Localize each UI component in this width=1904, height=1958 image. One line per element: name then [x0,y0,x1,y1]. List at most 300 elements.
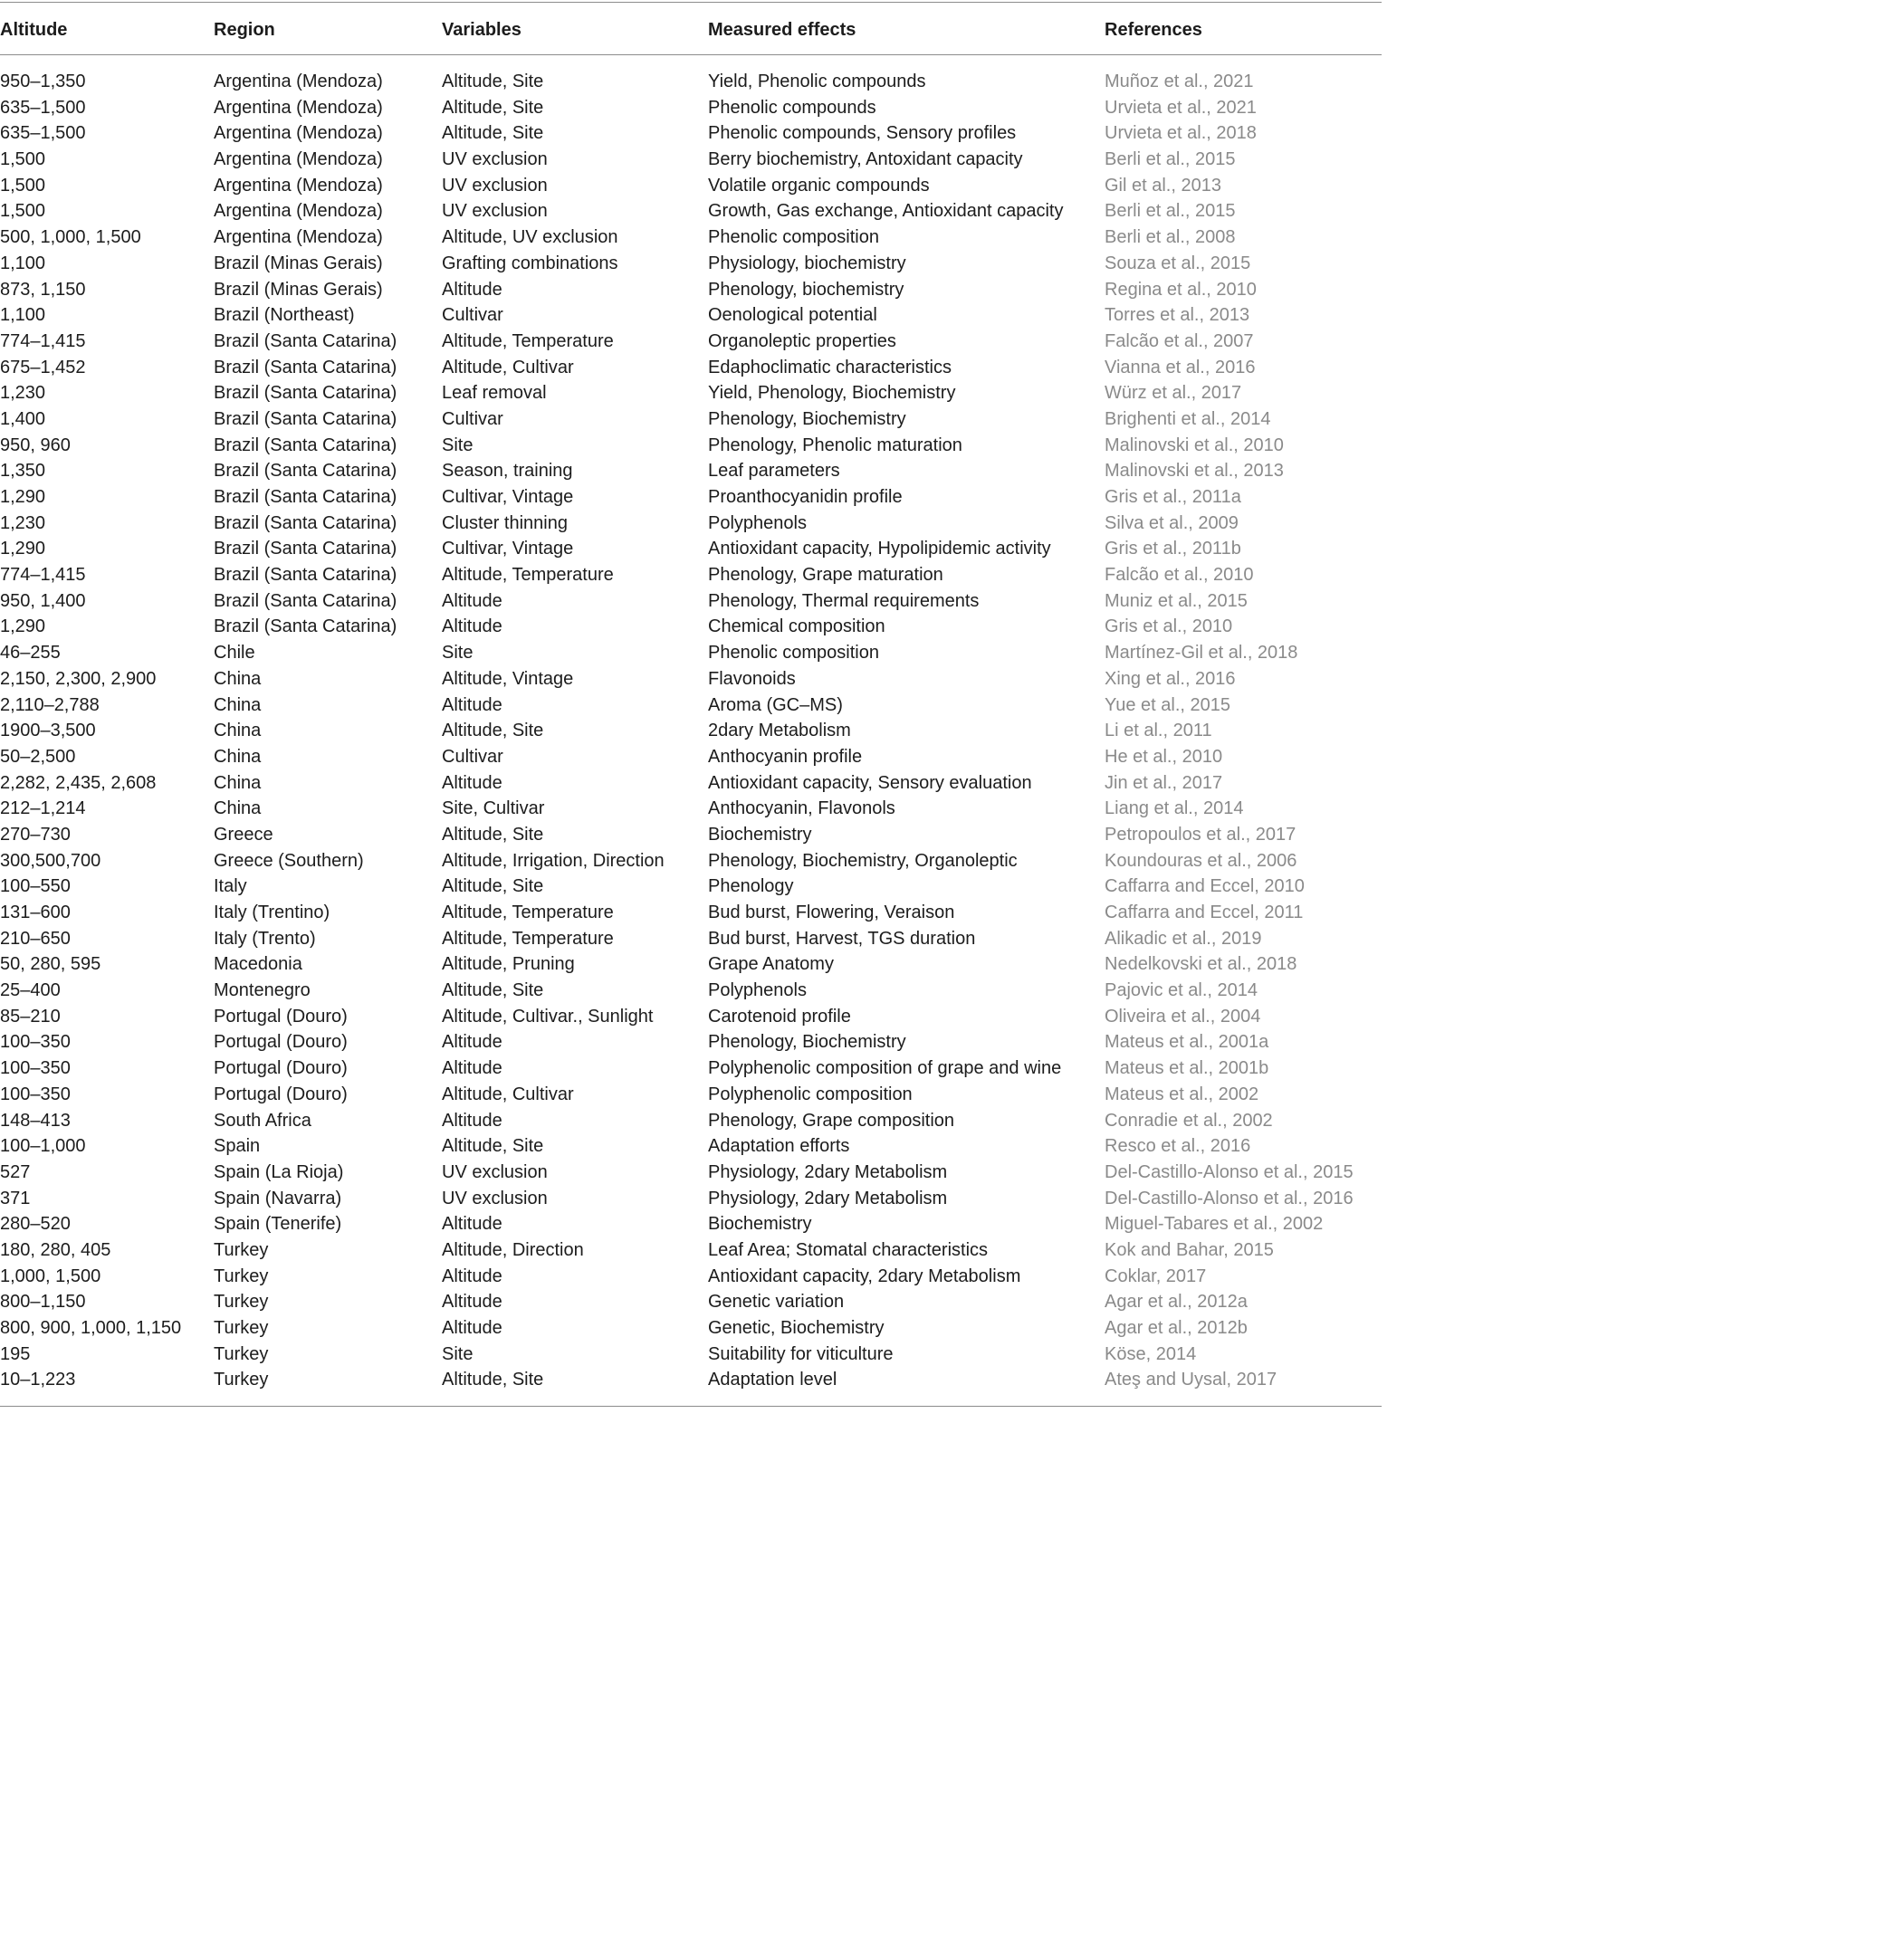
cell-altitude: 100–1,000 [0,1136,86,1157]
header-region: Region [214,20,275,40]
cell-measured-effects: Phenolic compounds [708,97,876,118]
cell-measured-effects: Antioxidant capacity, Hypolipidemic activity [708,539,1051,559]
cell-region: Brazil (Santa Catarina) [214,408,397,429]
table-row [0,926,1382,952]
cell-variables: Altitude, Site [442,1370,544,1390]
cell-variables: Altitude [442,1266,502,1286]
cell-reference: Gil et al., 2013 [1105,175,1221,196]
cell-altitude: 210–650 [0,928,71,949]
cell-region: Brazil (Santa Catarina) [214,435,397,455]
cell-region: Brazil (Santa Catarina) [214,330,397,351]
cell-measured-effects: Antioxidant capacity, 2dary Metabolism [708,1266,1021,1286]
cell-variables: Altitude [442,616,502,637]
cell-variables: Altitude, Cultivar [442,357,574,377]
table-header-row [0,15,1382,44]
cell-variables: Site [442,1343,474,1364]
cell-altitude: 1,500 [0,201,46,222]
cell-reference: Martínez-Gil et al., 2018 [1105,643,1298,664]
table-row [0,406,1382,433]
cell-reference: Muñoz et al., 2021 [1105,72,1254,91]
cell-measured-effects: Phenology, Thermal requirements [708,590,980,611]
cell-variables: Grafting combinations [442,253,618,273]
cell-region: Chile [214,643,255,664]
cell-altitude: 1,100 [0,253,46,273]
cell-altitude: 1,230 [0,383,46,404]
cell-variables: Altitude, Pruning [442,954,575,975]
cell-variables: Cultivar [442,305,503,326]
cell-altitude: 873, 1,150 [0,279,86,300]
cell-reference: Miguel-Tabares et al., 2002 [1105,1214,1324,1235]
cell-altitude: 25–400 [0,980,61,1001]
cell-reference: Xing et al., 2016 [1105,668,1236,689]
cell-altitude: 46–255 [0,643,61,664]
cell-reference: Brighenti et al., 2014 [1105,408,1271,429]
cell-variables: Season, training [442,461,573,482]
cell-region: China [214,772,262,793]
cell-variables: UV exclusion [442,201,548,222]
cell-reference: Agar et al., 2012b [1105,1318,1248,1338]
table-row [0,484,1382,511]
cell-altitude: 1,290 [0,616,46,637]
cell-variables: Altitude [442,1032,502,1053]
table-row [0,380,1382,406]
table-row [0,433,1382,459]
cell-altitude: 800–1,150 [0,1292,86,1313]
cell-variables: Site [442,435,474,455]
cell-variables: UV exclusion [442,1161,548,1182]
cell-variables: Cultivar [442,746,503,767]
cell-reference: Conradie et al., 2002 [1105,1110,1273,1131]
cell-region: Argentina (Mendoza) [214,72,383,91]
cell-altitude: 500, 1,000, 1,500 [0,227,141,248]
cell-variables: Altitude, Cultivar [442,1084,574,1104]
cell-region: China [214,721,262,741]
cell-reference: Jin et al., 2017 [1105,772,1223,793]
cell-reference: Würz et al., 2017 [1105,383,1242,404]
cell-region: Brazil (Santa Catarina) [214,383,397,404]
cell-altitude: 300,500,700 [0,850,101,871]
table-row [0,874,1382,900]
cell-altitude: 270–730 [0,824,71,845]
cell-region: Brazil (Santa Catarina) [214,565,397,586]
table-row [0,692,1382,719]
table-row [0,1264,1382,1290]
cell-reference: Gris et al., 2011b [1105,539,1241,559]
cell-altitude: 1,290 [0,539,46,559]
table-row [0,511,1382,537]
cell-reference: Mateus et al., 2002 [1105,1084,1259,1104]
cell-region: Spain (La Rioja) [214,1161,344,1182]
cell-reference: Resco et al., 2016 [1105,1136,1251,1157]
cell-altitude: 100–350 [0,1084,71,1104]
cell-reference: Souza et al., 2015 [1105,253,1251,273]
table-row [0,666,1382,692]
cell-altitude: 950–1,350 [0,72,86,91]
cell-altitude: 1,400 [0,408,46,429]
cell-measured-effects: Bud burst, Harvest, TGS duration [708,928,976,949]
cell-measured-effects: Anthocyanin profile [708,746,863,767]
cell-altitude: 2,150, 2,300, 2,900 [0,668,157,689]
cell-variables: Altitude [442,1110,502,1131]
cell-variables: Altitude [442,1292,502,1313]
table-row [0,1029,1382,1055]
cell-region: Brazil (Santa Catarina) [214,461,397,482]
cell-variables: Altitude, Site [442,876,544,897]
table-row [0,251,1382,277]
cell-altitude: 1,000, 1,500 [0,1266,101,1286]
cell-altitude: 527 [0,1161,31,1182]
table-row [0,302,1382,329]
cell-altitude: 774–1,415 [0,330,86,351]
table-row [0,458,1382,484]
cell-region: Greece [214,824,273,845]
cell-region: Greece (Southern) [214,850,364,871]
cell-reference: Berli et al., 2015 [1105,149,1236,170]
cell-altitude: 100–550 [0,876,71,897]
cell-measured-effects: Phenology, Grape maturation [708,565,943,586]
table-row [0,640,1382,666]
cell-altitude: 800, 900, 1,000, 1,150 [0,1318,182,1338]
cell-region: Turkey [214,1318,269,1338]
cell-variables: Altitude, Site [442,123,544,144]
table-bottom-rule [0,1406,1382,1407]
header-variables: Variables [442,20,521,40]
cell-altitude: 774–1,415 [0,565,86,586]
table-row [0,1186,1382,1212]
cell-variables: Cluster thinning [442,512,568,533]
cell-reference: He et al., 2010 [1105,746,1223,767]
cell-reference: Torres et al., 2013 [1105,305,1250,326]
table-row [0,1289,1382,1315]
cell-region: Brazil (Santa Catarina) [214,539,397,559]
cell-variables: Cultivar [442,408,503,429]
table-row [0,562,1382,588]
cell-altitude: 1,100 [0,305,46,326]
cell-measured-effects: Leaf Area; Stomatal characteristics [708,1239,989,1260]
cell-variables: Altitude [442,1318,502,1338]
cell-variables: UV exclusion [442,175,548,196]
cell-measured-effects: Phenolic composition [708,643,879,664]
cell-measured-effects: Leaf parameters [708,461,840,482]
cell-measured-effects: Organoleptic properties [708,330,896,351]
table-row [0,614,1382,640]
cell-variables: Altitude, Site [442,97,544,118]
cell-region: Portugal (Douro) [214,1084,348,1104]
cell-region: Brazil (Santa Catarina) [214,512,397,533]
table-row [0,277,1382,303]
cell-reference: Falcão et al., 2010 [1105,565,1254,586]
cell-variables: Altitude, Vintage [442,668,574,689]
cell-altitude: 100–350 [0,1032,71,1053]
cell-measured-effects: 2dary Metabolism [708,721,851,741]
cell-reference: Del-Castillo-Alonso et al., 2015 [1105,1161,1354,1182]
header-measured-effects: Measured effects [708,20,856,40]
cell-reference: Caffarra and Eccel, 2010 [1105,876,1305,897]
table-row [0,1315,1382,1342]
cell-reference: Ateş and Uysal, 2017 [1105,1370,1277,1390]
table-row [0,822,1382,848]
cell-altitude: 950, 960 [0,435,71,455]
cell-reference: Nedelkovski et al., 2018 [1105,954,1297,975]
table-row [0,536,1382,562]
table-row [0,1004,1382,1030]
cell-altitude: 1900–3,500 [0,721,96,741]
cell-region: Turkey [214,1370,269,1390]
cell-altitude: 1,290 [0,487,46,507]
cell-altitude: 675–1,452 [0,357,86,377]
cell-reference: Falcão et al., 2007 [1105,330,1254,351]
cell-altitude: 2,110–2,788 [0,694,100,715]
table-row [0,1055,1382,1082]
cell-altitude: 131–600 [0,903,71,922]
table-row [0,796,1382,822]
cell-variables: Altitude, Temperature [442,565,614,586]
cell-reference: Liang et al., 2014 [1105,798,1244,819]
cell-measured-effects: Edaphoclimatic characteristics [708,357,952,377]
table-row [0,1211,1382,1237]
table-row [0,588,1382,615]
table-row [0,1133,1382,1160]
cell-region: Argentina (Mendoza) [214,201,383,222]
cell-measured-effects: Polyphenols [708,980,807,1001]
cell-reference: Pajovic et al., 2014 [1105,980,1258,1001]
cell-altitude: 1,350 [0,461,46,482]
cell-measured-effects: Genetic, Biochemistry [708,1318,885,1338]
cell-reference: Li et al., 2011 [1105,721,1212,741]
cell-reference: Caffarra and Eccel, 2011 [1105,903,1304,922]
table-row [0,978,1382,1004]
cell-region: China [214,668,262,689]
cell-measured-effects: Adaptation efforts [708,1136,850,1157]
cell-altitude: 50–2,500 [0,746,76,767]
cell-measured-effects: Polyphenols [708,512,807,533]
table-row [0,848,1382,874]
cell-variables: Altitude [442,694,502,715]
table-row [0,147,1382,173]
cell-reference: Silva et al., 2009 [1105,512,1239,533]
cell-region: Montenegro [214,980,311,1001]
cell-variables: Leaf removal [442,383,547,404]
cell-region: China [214,798,262,819]
cell-altitude: 148–413 [0,1110,71,1131]
table-row [0,1082,1382,1108]
cell-reference: Muniz et al., 2015 [1105,590,1248,611]
cell-measured-effects: Adaptation level [708,1370,837,1390]
cell-reference: Mateus et al., 2001b [1105,1058,1269,1079]
table-row [0,355,1382,381]
cell-measured-effects: Polyphenolic composition of grape and wine [708,1058,1062,1079]
cell-variables: Altitude, Temperature [442,928,614,949]
cell-altitude: 1,230 [0,512,46,533]
cell-variables: Altitude [442,590,502,611]
cell-variables: Altitude, Site [442,72,544,91]
cell-measured-effects: Physiology, biochemistry [708,253,906,273]
cell-measured-effects: Suitability for viticulture [708,1343,894,1364]
table-row [0,224,1382,251]
cell-region: Italy (Trento) [214,928,316,949]
cell-region: Spain (Navarra) [214,1188,342,1208]
cell-region: Italy (Trentino) [214,903,330,922]
cell-measured-effects: Volatile organic compounds [708,175,930,196]
cell-measured-effects: Phenology, Biochemistry, Organoleptic [708,850,1018,871]
cell-variables: Cultivar, Vintage [442,487,574,507]
cell-reference: Regina et al., 2010 [1105,279,1257,300]
table-row [0,770,1382,797]
cell-region: Turkey [214,1239,269,1260]
table-row [0,718,1382,744]
cell-region: Italy [214,876,247,897]
cell-altitude: 371 [0,1188,31,1208]
cell-measured-effects: Physiology, 2dary Metabolism [708,1161,948,1182]
cell-reference: Köse, 2014 [1105,1343,1197,1364]
cell-variables: Altitude, Site [442,721,544,741]
table-body [0,69,1382,1393]
cell-reference: Alikadic et al., 2019 [1105,928,1262,949]
cell-region: Portugal (Douro) [214,1058,348,1079]
cell-region: Portugal (Douro) [214,1032,348,1053]
cell-region: South Africa [214,1110,311,1131]
cell-measured-effects: Phenology, Biochemistry [708,408,906,429]
cell-measured-effects: Yield, Phenolic compounds [708,72,926,91]
cell-variables: Altitude, Site [442,1136,544,1157]
cell-measured-effects: Chemical composition [708,616,885,637]
cell-region: Brazil (Northeast) [214,305,355,326]
cell-variables: Site, Cultivar [442,798,545,819]
table-row [0,69,1382,95]
cell-measured-effects: Anthocyanin, Flavonols [708,798,895,819]
cell-measured-effects: Flavonoids [708,668,796,689]
table-row [0,1160,1382,1186]
cell-variables: Altitude, Temperature [442,903,614,922]
cell-region: Brazil (Minas Gerais) [214,279,383,300]
cell-reference: Oliveira et al., 2004 [1105,1006,1261,1027]
cell-region: Brazil (Minas Gerais) [214,253,383,273]
cell-altitude: 280–520 [0,1214,71,1235]
cell-altitude: 85–210 [0,1006,61,1027]
cell-reference: Kok and Bahar, 2015 [1105,1239,1274,1260]
cell-measured-effects: Phenology, biochemistry [708,279,904,300]
cell-altitude: 2,282, 2,435, 2,608 [0,772,157,793]
cell-reference: Petropoulos et al., 2017 [1105,824,1296,845]
cell-variables: Altitude, UV exclusion [442,227,618,248]
cell-region: China [214,746,262,767]
cell-altitude: 1,500 [0,149,46,170]
cell-variables: Site [442,643,474,664]
cell-reference: Del-Castillo-Alonso et al., 2016 [1105,1188,1354,1208]
cell-reference: Agar et al., 2012a [1105,1292,1248,1313]
cell-variables: Altitude [442,1214,502,1235]
cell-region: China [214,694,262,715]
cell-region: Brazil (Santa Catarina) [214,487,397,507]
cell-altitude: 1,500 [0,175,46,196]
header-altitude: Altitude [0,20,68,40]
cell-measured-effects: Phenolic compounds, Sensory profiles [708,123,1017,144]
cell-measured-effects: Phenolic composition [708,227,879,248]
cell-region: Argentina (Mendoza) [214,97,383,118]
cell-reference: Malinovski et al., 2010 [1105,435,1284,455]
cell-region: Argentina (Mendoza) [214,123,383,144]
cell-reference: Gris et al., 2011a [1105,487,1241,507]
cell-reference: Yue et al., 2015 [1105,694,1231,715]
table-row [0,120,1382,147]
cell-variables: Altitude, Temperature [442,330,614,351]
cell-altitude: 950, 1,400 [0,590,86,611]
table-header-rule [0,54,1382,55]
cell-region: Spain [214,1136,261,1157]
cell-measured-effects: Proanthocyanidin profile [708,487,903,507]
cell-region: Spain (Tenerife) [214,1214,342,1235]
cell-variables: Altitude, Cultivar., Sunlight [442,1006,654,1027]
cell-variables: Altitude, Irrigation, Direction [442,850,665,871]
cell-altitude: 635–1,500 [0,123,86,144]
cell-altitude: 50, 280, 595 [0,954,101,975]
cell-region: Brazil (Santa Catarina) [214,357,397,377]
cell-variables: Altitude, Site [442,980,544,1001]
cell-variables: Altitude, Direction [442,1239,584,1260]
cell-measured-effects: Phenology [708,876,794,897]
cell-variables: UV exclusion [442,149,548,170]
cell-region: Argentina (Mendoza) [214,149,383,170]
cell-region: Portugal (Douro) [214,1006,348,1027]
cell-altitude: 10–1,223 [0,1370,76,1390]
cell-reference: Gris et al., 2010 [1105,616,1233,637]
header-references: References [1105,20,1202,40]
cell-variables: Altitude, Site [442,824,544,845]
cell-region: Argentina (Mendoza) [214,175,383,196]
cell-reference: Malinovski et al., 2013 [1105,461,1284,482]
table-row [0,744,1382,770]
cell-altitude: 635–1,500 [0,97,86,118]
cell-region: Argentina (Mendoza) [214,227,383,248]
cell-reference: Mateus et al., 2001a [1105,1032,1269,1053]
cell-variables: Altitude [442,279,502,300]
cell-measured-effects: Bud burst, Flowering, Veraison [708,903,955,922]
cell-measured-effects: Phenology, Grape composition [708,1110,955,1131]
cell-measured-effects: Aroma (GC–MS) [708,694,843,715]
cell-region: Turkey [214,1266,269,1286]
cell-variables: Altitude [442,772,502,793]
table-row [0,198,1382,224]
cell-altitude: 100–350 [0,1058,71,1079]
cell-altitude: 180, 280, 405 [0,1239,111,1260]
cell-reference: Berli et al., 2008 [1105,227,1236,248]
cell-region: Turkey [214,1292,269,1313]
table-row [0,900,1382,926]
cell-reference: Berli et al., 2015 [1105,201,1236,222]
cell-measured-effects: Phenology, Biochemistry [708,1032,906,1053]
table-row [0,1237,1382,1264]
table-row [0,95,1382,121]
table-row [0,1108,1382,1134]
table-row [0,329,1382,355]
table-row [0,173,1382,199]
table-row [0,1342,1382,1368]
cell-measured-effects: Antioxidant capacity, Sensory evaluation [708,772,1032,793]
cell-reference: Urvieta et al., 2018 [1105,123,1257,144]
cell-altitude: 195 [0,1343,31,1364]
cell-measured-effects: Biochemistry [708,824,812,845]
cell-measured-effects: Growth, Gas exchange, Antioxidant capacity [708,201,1064,222]
cell-region: Macedonia [214,954,302,975]
cell-region: Turkey [214,1343,269,1364]
cell-reference: Urvieta et al., 2021 [1105,97,1257,118]
cell-measured-effects: Physiology, 2dary Metabolism [708,1188,948,1208]
cell-measured-effects: Polyphenolic composition [708,1084,913,1104]
cell-measured-effects: Phenology, Phenolic maturation [708,435,962,455]
table-row [0,951,1382,978]
cell-reference: Vianna et al., 2016 [1105,357,1256,377]
cell-altitude: 212–1,214 [0,798,86,819]
